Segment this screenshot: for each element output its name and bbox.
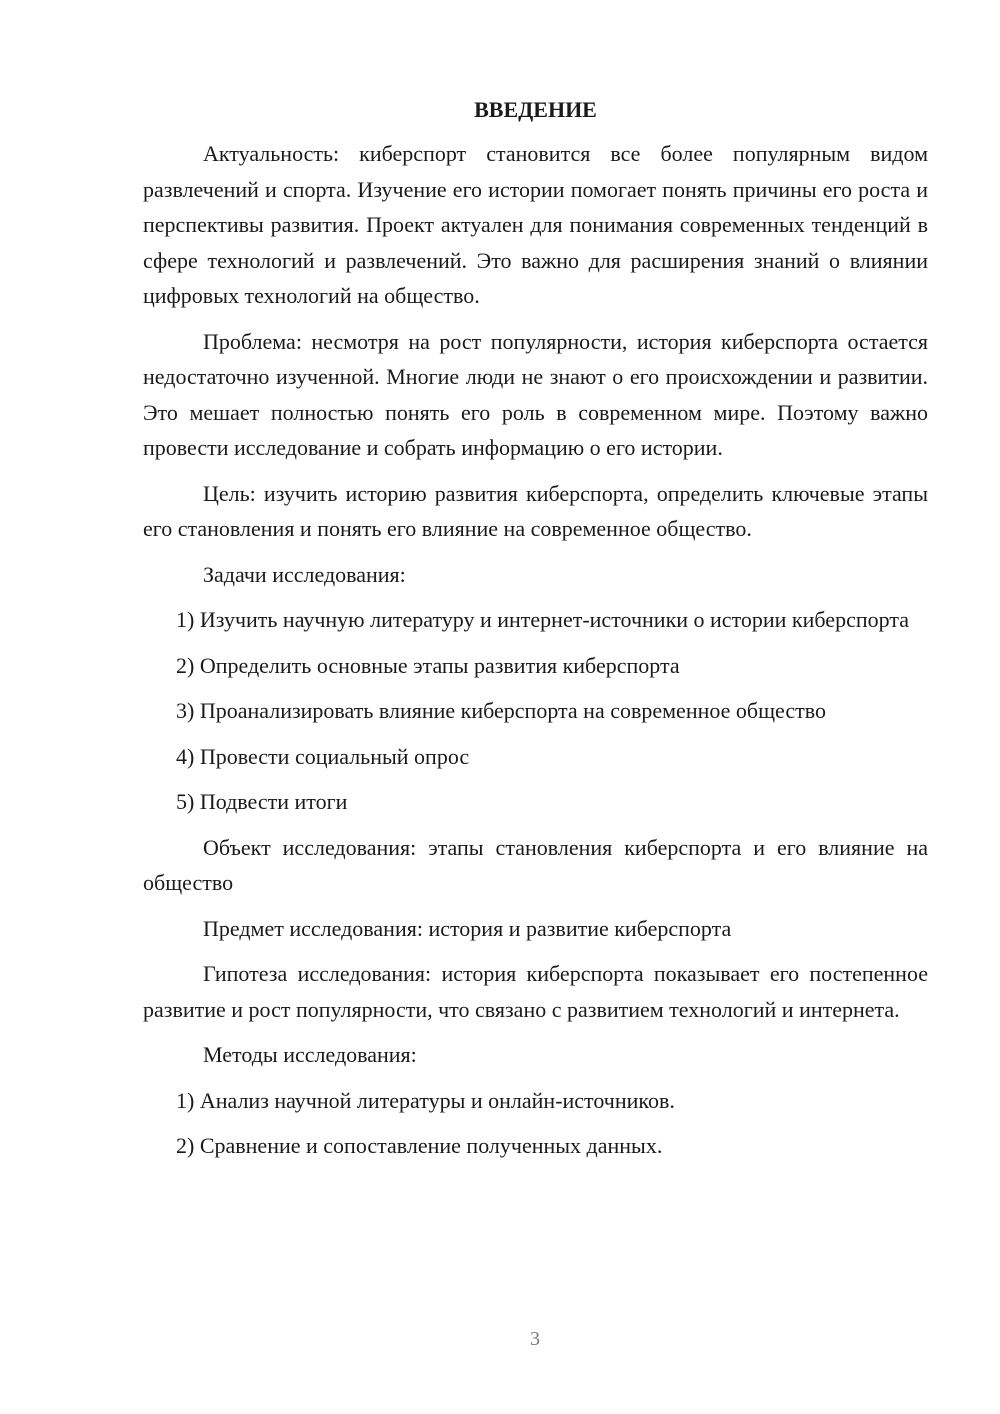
- tasks-heading: Задачи исследования:: [203, 561, 406, 587]
- section-heading: ВВЕДЕНИЕ: [474, 97, 597, 122]
- method-item: 1) Анализ научной литературы и онлайн-источников.: [176, 1087, 675, 1113]
- subject-paragraph: Предмет исследования: история и развитие киберспорта: [203, 915, 732, 941]
- methods-heading: Методы исследования:: [203, 1042, 417, 1067]
- task-item: 3) Проанализировать влияние киберспорта на современное общество: [176, 698, 826, 723]
- relevance-paragraph: Актуальность: киберспорт становится все более популярным видом развлечений и спорта. Изучение его истории помогает понять причины его роста и перспективы развития. Проект актуален для понимания современных тенденций в сфере технологий и развлечений. Это важно для расширения знаний о влиянии цифровых технологий на общество.: [143, 141, 928, 308]
- problem-paragraph: Проблема: несмотря на рост популярности, история киберспорта остается недостаточно изученной. Многие люди не знают о его происхождении и развитии. Это мешает полностью понять его роль в современном мире. Поэтому важно провести исследование и собрать информацию о его истории.: [143, 328, 928, 460]
- method-item: 2) Сравнение и сопоставление полученных данных.: [176, 1133, 663, 1158]
- hypothesis-paragraph: Гипотеза исследования: история киберспорта показывает его постепенное развитие и рост популярности, что связано с развитием технологий и интернета.: [143, 961, 928, 1022]
- page-number: 3: [530, 1328, 540, 1350]
- object-paragraph: Объект исследования: этапы становления киберспорта и его влияние на общество: [143, 834, 928, 895]
- task-item: 5) Подвести итоги: [176, 789, 348, 814]
- task-item: 4) Провести социальный опрос: [176, 743, 470, 769]
- goal-paragraph: Цель: изучить историю развития киберспорта, определить ключевые этапы его становления и понять его влияние на современное общество.: [143, 480, 928, 541]
- task-item: 1) Изучить научную литературу и интернет-источники о истории киберспорта: [176, 607, 909, 632]
- task-item: 2) Определить основные этапы развития киберспорта: [176, 652, 680, 678]
- page-content: [143, 92, 928, 1174]
